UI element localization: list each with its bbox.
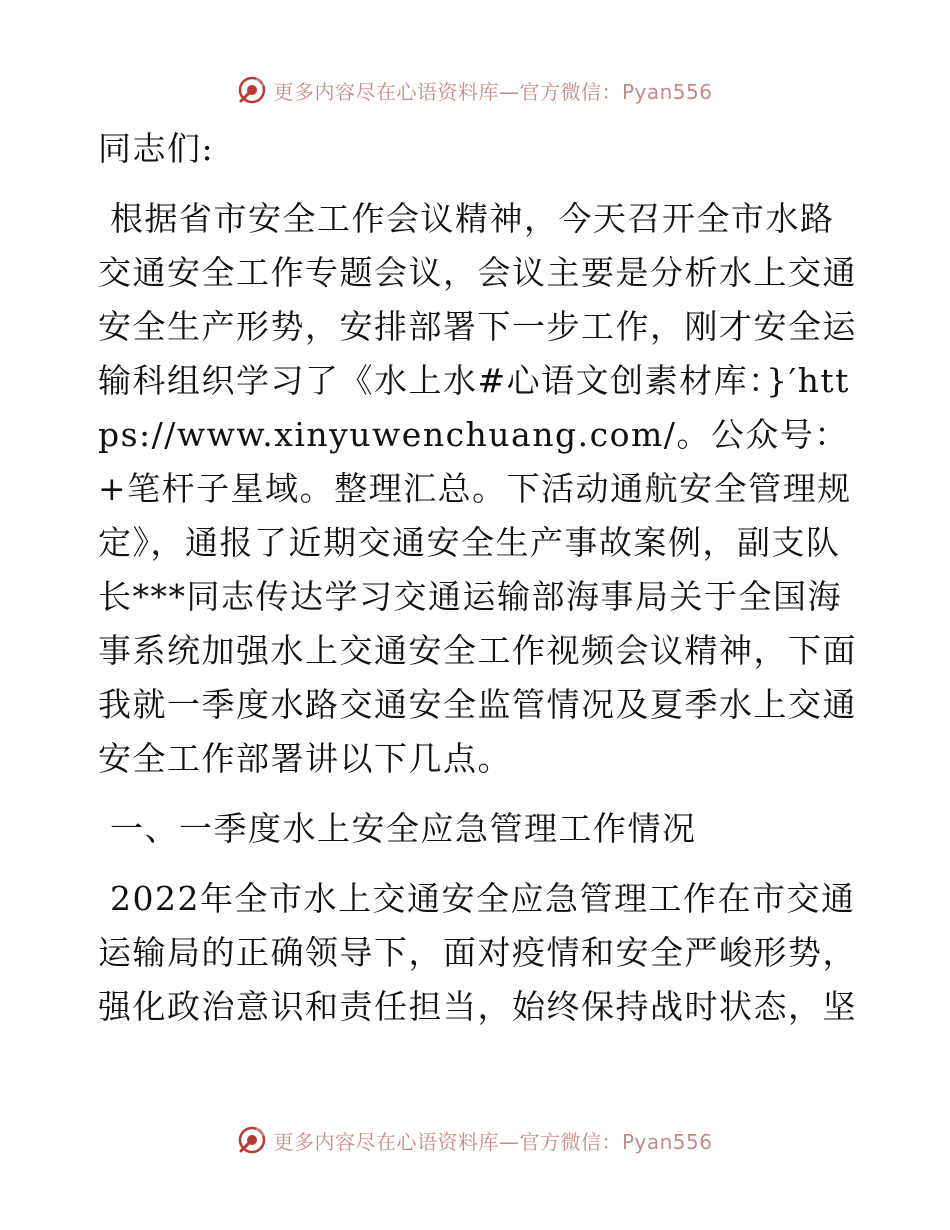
document-body bbox=[98, 122, 858, 1050]
footer-text: 更多内容尽在心语资料库—官方微信：Pyan556 bbox=[273, 1129, 713, 1154]
header-watermark bbox=[0, 70, 950, 110]
seal-logo-icon bbox=[237, 75, 267, 105]
seal-logo-icon bbox=[237, 1125, 267, 1155]
paragraph-section-1: 2022年全市水上交通安全应急管理工作在市交通运输局的正确领导下，面对疫情和安全严峻形势，强化政治意识和责任担当，始终保持战时状态，坚 bbox=[98, 879, 857, 1026]
salutation: 同志们: bbox=[98, 129, 215, 168]
paragraph-intro: 根据省市安全工作会议精神，今天召开全市水路交通安全工作专题会议，会议主要是分析水上交通安全生产形势，安排部署下一步工作，刚才安全运输科组织学习了《水上水#心语文创素材库：}′https://www.xinyuwenchuang.com/。公众号：+笔杆子星域。整理汇总。下活动通航安全管理规定》，通报了近期交通安全生产事故案例，副支队长***同志传达学习交通运输部海事局关于全国海事系统加强水上交通安全工作视频会议精神，下面我就一季度水路交通安全监管情况及夏季水上交通安全工作部署讲以下几点。 bbox=[98, 199, 857, 778]
footer-watermark bbox=[0, 1120, 950, 1160]
section-heading: 一、一季度水上安全应急管理工作情况 bbox=[110, 809, 697, 848]
header-text: 更多内容尽在心语资料库—官方微信：Pyan556 bbox=[273, 79, 713, 104]
